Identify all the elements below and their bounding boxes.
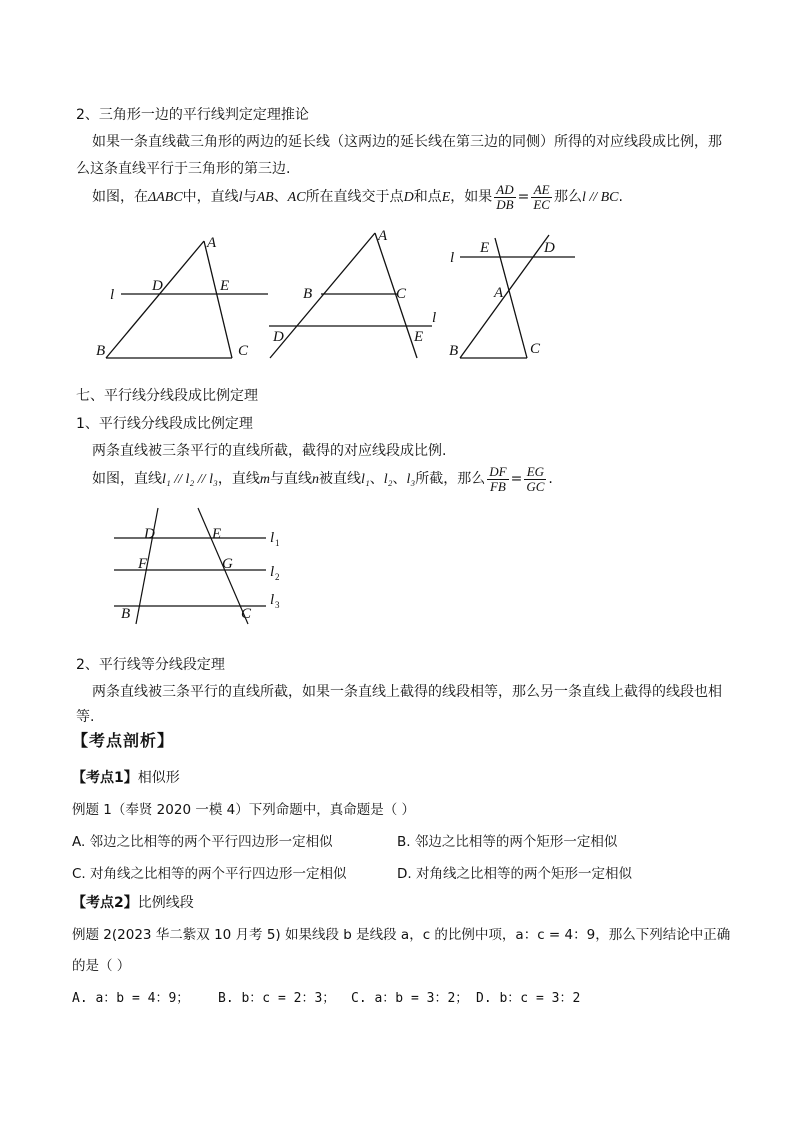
text: 中，直线 — [182, 189, 239, 205]
line-AC — [204, 241, 232, 358]
section-title: 七、平行线分线段成比例定理 — [76, 388, 258, 404]
paragraph-with-formula — [92, 462, 553, 496]
line-AD — [270, 233, 375, 358]
text: 被直线 — [318, 471, 361, 487]
topic-name: 比例线段 — [137, 895, 194, 911]
text: 与 — [242, 189, 257, 205]
point-label: D — [544, 240, 555, 256]
math: E — [441, 190, 451, 205]
line-label: l — [110, 287, 115, 303]
text: 如图，直线 — [92, 471, 162, 487]
subscript: 3 — [275, 600, 280, 610]
question-text: 的是（ ） — [72, 958, 131, 974]
paragraph: 么这条直线平行于三角形的第三边. — [76, 161, 291, 177]
point-label: G — [222, 556, 233, 572]
point-label: E — [414, 329, 424, 345]
text: 、 — [392, 471, 407, 487]
question-text: 例题 2(2023 华二紫双 10 月考 5) 如果线段 b 是线段 a，c 的比例中项，a：c = 4：9，那么下列结论中正确 — [72, 927, 731, 943]
option-d: D. b：c = 3：2 — [476, 991, 581, 1006]
equals: = — [517, 189, 530, 205]
point-label: A — [207, 235, 217, 251]
math: n — [311, 472, 319, 487]
point-label: B — [303, 286, 313, 302]
parallel-lines-figure — [108, 500, 288, 630]
point-label: B — [449, 343, 459, 359]
point-label: D — [273, 329, 284, 345]
math: l₁ — [360, 472, 370, 487]
fraction: $\frac{EG}{GC}$ — [526, 463, 545, 494]
line-label: l — [270, 592, 275, 608]
paragraph: 等. — [76, 709, 95, 725]
text: 那么 — [553, 189, 582, 205]
option-b: B. 邻边之比相等的两个矩形一定相似 — [397, 834, 618, 850]
line-label: l — [270, 530, 275, 546]
text: 如图，在 — [92, 189, 148, 205]
math: l // BC — [581, 190, 619, 205]
topic-tag: 【考点2】 — [72, 895, 138, 911]
option-a: A. 邻边之比相等的两个平行四边形一定相似 — [72, 834, 333, 850]
text: 、 — [369, 471, 384, 487]
option-d: D. 对角线之比相等的两个矩形一定相似 — [397, 866, 632, 882]
section-heading: 【考点剖析】 — [72, 731, 175, 750]
triangle-figures — [90, 225, 600, 370]
fraction: $\frac{DF}{FB}$ — [489, 463, 507, 494]
point-label: C — [241, 606, 252, 622]
text: . — [618, 189, 623, 205]
option-c: C. 对角线之比相等的两个平行四边形一定相似 — [72, 866, 347, 882]
point-label: D — [144, 526, 155, 542]
math: l₁ // l₂ // l₃ — [162, 472, 218, 487]
text: 、 — [273, 189, 288, 205]
point-label: B — [121, 606, 131, 622]
text: ，如果 — [450, 189, 493, 205]
paragraph: 两条直线被三条平行的直线所截，截得的对应线段成比例. — [92, 443, 447, 459]
topic-heading — [72, 767, 180, 787]
paragraph: 如果一条直线截三角形的两边的延长线（这两边的延长线在第三边的同侧）所得的对应线段成比例，那 — [92, 134, 722, 150]
point-label: E — [212, 526, 222, 542]
question-text: 例题 1（奉贤 2020 一模 4）下列命题中，真命题是（ ） — [72, 802, 415, 818]
line-AB — [106, 241, 204, 358]
subsection-title: 1、平行线分线段成比例定理 — [76, 416, 253, 432]
topic-tag: 【考点1】 — [72, 770, 138, 786]
line-label: l — [450, 250, 455, 266]
topic-heading — [72, 892, 194, 912]
point-label: F — [138, 556, 148, 572]
point-label: E — [220, 278, 230, 294]
option-a: A. a：b = 4：9； — [72, 991, 190, 1006]
subscript: 2 — [275, 572, 280, 582]
paragraph-with-formula — [92, 180, 623, 214]
math: l — [238, 190, 243, 205]
paragraph: 两条直线被三条平行的直线所截，如果一条直线上截得的线段相等，那么另一条直线上截得的线段也相 — [92, 684, 722, 700]
math: AB — [256, 190, 274, 205]
point-label: C — [530, 341, 541, 357]
point-label: C — [396, 286, 407, 302]
text: . — [548, 471, 553, 487]
line-BD — [460, 235, 549, 358]
text: 和点 — [413, 189, 442, 205]
point-label: C — [238, 343, 249, 359]
point-label: A — [378, 228, 388, 244]
math: AC — [287, 190, 306, 205]
section-title: 2、三角形一边的平行线判定定理推论 — [76, 107, 309, 123]
fraction: $\frac{AD}{DB}$ — [496, 181, 514, 212]
equals: = — [510, 471, 523, 487]
point-label: E — [480, 240, 490, 256]
option-c: C. a：b = 3：2； — [351, 991, 469, 1006]
subscript: 1 — [275, 538, 280, 548]
line-label: l — [432, 310, 437, 326]
point-label: D — [152, 278, 163, 294]
text: 所在直线交于点 — [305, 189, 404, 205]
point-label: A — [494, 285, 504, 301]
math: ΔABC — [148, 190, 183, 205]
text: ，直线 — [217, 471, 260, 487]
fraction: $\frac{AE}{EC}$ — [533, 181, 550, 212]
math: l₃ — [406, 472, 416, 487]
point-label: B — [96, 343, 106, 359]
text: 与直线 — [269, 471, 312, 487]
line-label: l — [270, 564, 275, 580]
math: m — [259, 472, 270, 487]
subsection-title: 2、平行线等分线段定理 — [76, 657, 225, 673]
topic-name: 相似形 — [137, 770, 180, 786]
text: 所截，那么 — [415, 471, 486, 487]
math: D — [403, 190, 414, 205]
math: l₂ — [383, 472, 393, 487]
option-b: B. b：c = 2：3； — [218, 991, 336, 1006]
